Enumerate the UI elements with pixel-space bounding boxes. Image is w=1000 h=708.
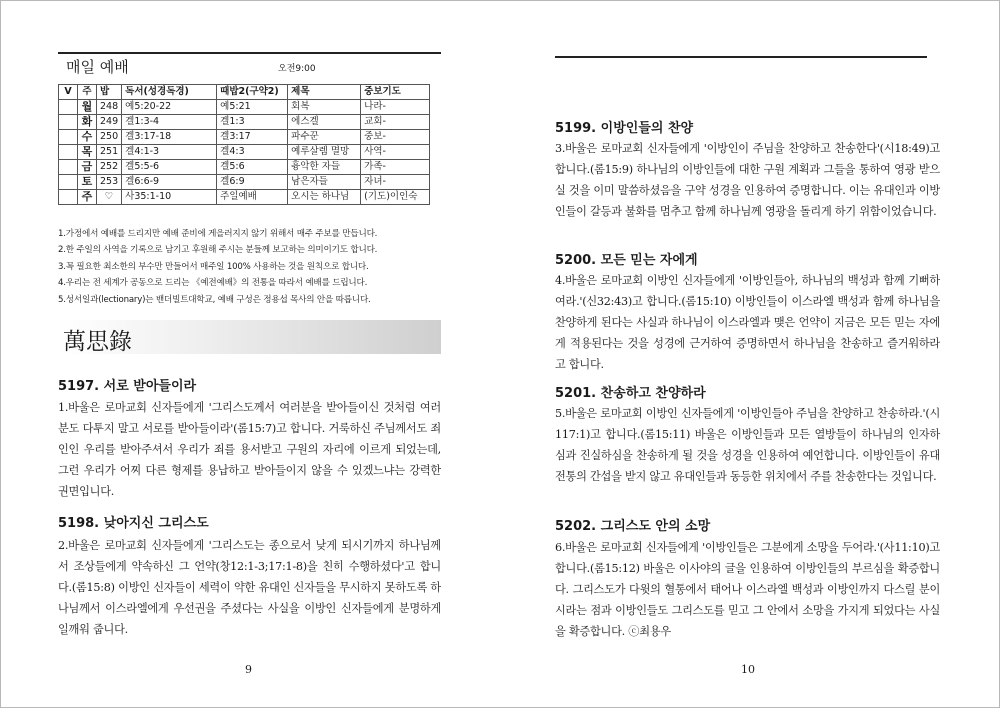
table-cell-day: 토 xyxy=(78,175,97,190)
daily-worship-title: 매일 예배 xyxy=(66,58,129,76)
table-cell-title: 오시는 하나님 xyxy=(288,190,361,205)
daily-worship-header xyxy=(58,52,441,78)
right-page xyxy=(555,0,940,708)
table-cell-hymn: 249 xyxy=(97,115,122,130)
table-cell-hymn: 251 xyxy=(97,145,122,160)
table-cell-prayer: (기도)이인숙 xyxy=(361,190,430,205)
table-cell-reading: 겔4:1-3 xyxy=(122,145,217,160)
table-cell-day: 월 xyxy=(78,100,97,115)
table-row xyxy=(59,115,430,130)
table-cell-title: 에스겔 xyxy=(288,115,361,130)
table-cell-check xyxy=(59,175,78,190)
table-cell-prayer: 나라- xyxy=(361,100,430,115)
entry-body: 3.바울은 로마교회 신자들에게 '이방인이 주님을 찬양하고 찬송한다'(시18:49)고 합니다.(롬15:9) 하나님의 이방인들에 대한 구원 계획과 그들을 통하여 영광 받으실 것을 이미 말씀하셨음을 구약 성경을 인용하여 증명합니다. 이는 유대인과 이방인들이 갈등과 불화를 멈추고 함께 하나님께 영광을 돌리게 하기 위함이었습니다. xyxy=(555,142,940,219)
table-cell-hymn: ♡ xyxy=(97,190,122,205)
table-header-day: 주 xyxy=(78,85,97,100)
note-line: 3.꼭 필요한 최소한의 부수만 만들어서 매주일 100% 사용하는 것을 원칙으로 합니다. xyxy=(58,261,369,272)
table-cell-prayer: 교회- xyxy=(361,115,430,130)
table-cell-title: 흉악한 자들 xyxy=(288,160,361,175)
table-row xyxy=(59,100,430,115)
table-header-check: V xyxy=(59,85,78,100)
table-row xyxy=(59,160,430,175)
table-cell-check xyxy=(59,100,78,115)
entry-title: 5198. 낮아지신 그리스도 xyxy=(58,516,209,531)
table-cell-check xyxy=(59,145,78,160)
table-cell-title: 회복 xyxy=(288,100,361,115)
table-cell-lesson: 예5:21 xyxy=(217,100,288,115)
entry-body: 5.바울은 로마교회 이방인 신자들에게 '이방인들아 주님을 찬양하고 찬송하라.'(시117:1)고 합니다.(롬15:11) 바울은 이방인들과 모든 열방들이 하나님의 인자하심과 진실하심을 찬송하게 될 것을 성경을 인용하여 예언합니다. 이방인들이 유대 전통의 간섭을 받지 않고 유대인들과 동등한 위치에서 주를 찬송한다는 것입니다. xyxy=(555,407,940,484)
table-cell-reading: 겔6:6-9 xyxy=(122,175,217,190)
page-number: 9 xyxy=(245,663,252,676)
table-cell-prayer: 중보- xyxy=(361,130,430,145)
table-cell-day: 수 xyxy=(78,130,97,145)
table-cell-lesson: 겔1:3 xyxy=(217,115,288,130)
table-cell-check xyxy=(59,160,78,175)
table-cell-lesson: 겔5:6 xyxy=(217,160,288,175)
table-cell-day: 목 xyxy=(78,145,97,160)
table-cell-title: 파수꾼 xyxy=(288,130,361,145)
table-cell-hymn: 250 xyxy=(97,130,122,145)
table-cell-hymn: 252 xyxy=(97,160,122,175)
table-row xyxy=(59,145,430,160)
table-row xyxy=(59,130,430,145)
entry-title: 5197. 서로 받아들이라 xyxy=(58,379,197,394)
table-cell-hymn: 253 xyxy=(97,175,122,190)
section-banner xyxy=(58,320,441,354)
entry-title: 5200. 모든 믿는 자에게 xyxy=(555,253,698,268)
table-cell-title: 남은자들 xyxy=(288,175,361,190)
table-header-hymn: 밥 xyxy=(97,85,122,100)
table-cell-reading: 사35:1-10 xyxy=(122,190,217,205)
table-row xyxy=(59,175,430,190)
table-header-title: 제목 xyxy=(288,85,361,100)
table-cell-reading: 겔3:17-18 xyxy=(122,130,217,145)
entry-title: 5201. 찬송하고 찬양하라 xyxy=(555,386,706,401)
note-line: 5.성서일과(lectionary)는 밴더빌트대학교, 예배 구성은 정용섭 목사의 안을 따릅니다. xyxy=(58,294,371,305)
table-header-prayer: 중보기도 xyxy=(361,85,430,100)
entry-title: 5199. 이방인들의 찬양 xyxy=(555,121,694,136)
table-cell-reading: 예5:20-22 xyxy=(122,100,217,115)
table-cell-lesson: 겔3:17 xyxy=(217,130,288,145)
entry-body: 4.바울은 로마교회 이방인 신자들에게 '이방인들아, 하나님의 백성과 함께 기뻐하여라.'(신32:43)고 합니다.(롬15:10) 이방인들이 이스라엘 백성과 함께 하나님을 찬양하게 된다는 사실과 하나님이 이스라엘과 맺은 언약이 지금은 모든 믿는 자에게 적용된다는 것을 성경에 근거하여 증명하면서 하나님을 찬송하고 즐거워하라고 합니다. xyxy=(555,274,940,372)
table-cell-prayer: 자녀- xyxy=(361,175,430,190)
bulletin-notes xyxy=(58,226,441,308)
table-cell-hymn: 248 xyxy=(97,100,122,115)
entry-body: 1.바울은 로마교회 신자들에게 '그리스도께서 여러분을 받아들이신 것처럼 여러분도 다투지 말고 서로를 받아들이라'(롬15:7)고 합니다. 거룩하신 주님께서도 죄인인 우리를 받아주셔서 우리가 죄를 용서받고 구원의 자리에 이르게 되었는데, 그런 우리가 어찌 다른 형제를 용납하고 받아들이지 않을 수 있겠느냐는 강력한 권면입니다. xyxy=(58,401,441,499)
table-cell-prayer: 사역- xyxy=(361,145,430,160)
schedule-table xyxy=(58,84,430,205)
page-number: 10 xyxy=(741,663,755,676)
table-cell-prayer: 가족- xyxy=(361,160,430,175)
entry-title: 5202. 그리스도 안의 소망 xyxy=(555,519,711,534)
section-title: 萬思錄 xyxy=(63,329,132,355)
table-cell-reading: 겔1:3-4 xyxy=(122,115,217,130)
table-header-lesson: 때밥2(구약2) xyxy=(217,85,288,100)
top-rule xyxy=(555,56,927,58)
table-cell-day: 금 xyxy=(78,160,97,175)
table-cell-day: 화 xyxy=(78,115,97,130)
table-cell-check xyxy=(59,130,78,145)
left-page xyxy=(58,0,441,708)
table-row xyxy=(59,190,430,205)
note-line: 4.우리는 전 세계가 공동으로 드리는 《예전예배》의 전통을 따라서 예배를 드립니다. xyxy=(58,278,368,289)
note-line: 2.한 주일의 사역을 기록으로 남기고 후원해 주시는 분들께 보고하는 의미이기도 합니다. xyxy=(58,245,378,256)
entry-body: 2.바울은 로마교회 신자들에게 '그리스도는 종으로서 낮게 되시기까지 하나님께서 조상들에게 약속하신 그 언약(창12:1-3;17:1-8)을 친히 수행하셨다'고 합니다.(롬15:8) 이방인 신자들이 세력이 약한 유대인 신자들을 무시하지 못하도록 하나님께서 이스라엘에게 우선권을 주셨다는 사실을 이방인 신자들에게 분명하게 일깨워 줍니다. xyxy=(58,539,441,637)
table-cell-lesson: 겔6:9 xyxy=(217,175,288,190)
table-header-reading: 독서(성경독경) xyxy=(122,85,217,100)
table-cell-lesson: 겔4:3 xyxy=(217,145,288,160)
table-cell-check xyxy=(59,115,78,130)
entry-body: 6.바울은 로마교회 신자들에게 '이방인들은 그분에게 소망을 두어라.'(사11:10)고 합니다.(롬15:12) 바울은 이사야의 글을 인용하여 이방인들의 부르심을 확증합니다. 그리스도가 다윗의 혈통에서 태어나 이스라엘 백성과 이방인까지 다스릴 분이시라는 점과 이방인들도 그리스도를 믿고 그 안에서 소망을 가지게 되었다는 사실을 확증합니다. ⓒ최용우 xyxy=(555,541,940,639)
note-line: 1.가정에서 예배를 드리지만 예배 준비에 게을러지지 않기 위해서 매주 주보를 만듭니다. xyxy=(58,229,378,239)
table-cell-check xyxy=(59,190,78,205)
table-cell-day: 주 xyxy=(78,190,97,205)
table-cell-lesson: 주일예배 xyxy=(217,190,288,205)
table-cell-title: 예루살렘 멸망 xyxy=(288,145,361,160)
daily-worship-time: 오전9:00 xyxy=(278,64,316,74)
table-header-row xyxy=(59,85,430,100)
table-cell-reading: 겔5:5-6 xyxy=(122,160,217,175)
